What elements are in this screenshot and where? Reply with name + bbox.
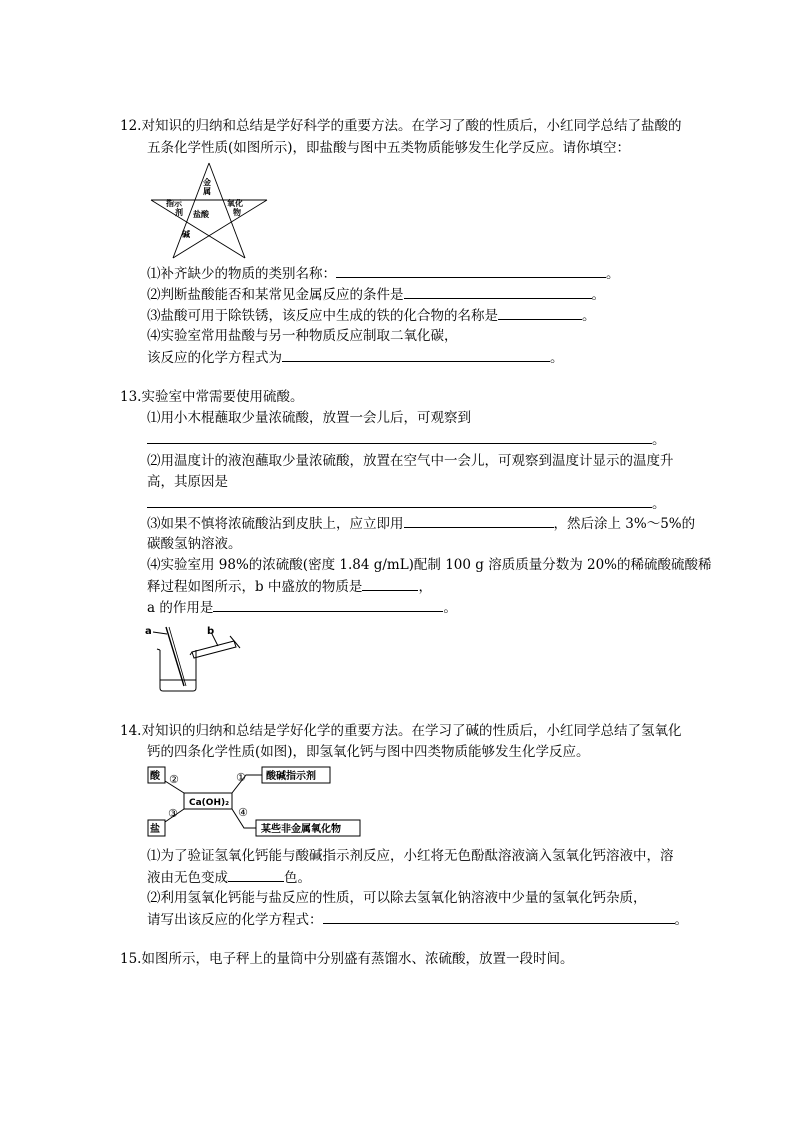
q13-sub3-line2: 碳酸氢钠溶液。 [147, 536, 242, 552]
q14-sub2-line2 [147, 910, 688, 929]
q13-sub2-end: 。 [652, 496, 666, 512]
q12-sub2-end: 。 [591, 287, 605, 303]
q13-dilution-figure [140, 622, 246, 694]
star-label-metal-2: 属 [203, 187, 211, 196]
q13-sub3-blank[interactable] [404, 514, 554, 528]
q13-sub2-answer [147, 494, 666, 513]
diagram-num-4: ④ [238, 806, 248, 819]
q14-property-diagram [146, 765, 368, 839]
q13-sub4c-blank[interactable] [213, 598, 443, 612]
diagram-center-caoh2: Ca(OH)₂ [189, 798, 230, 808]
q14-sub1-end: 色。 [284, 870, 311, 886]
star-label-center: 盐酸 [193, 210, 209, 219]
q13-sub4c-text: a 的作用是 [147, 600, 214, 616]
q12-sub4-end: 。 [550, 350, 564, 366]
q13-sub2-line2: 高，其原因是 [147, 474, 228, 490]
q12-sub2 [147, 285, 605, 304]
q12-sub4: ⑷实验室常用盐酸与另一种物质反应制取二氧化碳， [147, 328, 458, 344]
diagram-acid: 酸 [150, 771, 160, 782]
q14-intro-line2: 钙的四条化学性质(如图)，即氢氧化钙与图中四类物质能够发生化学反应。 [147, 744, 590, 760]
q14-sub2b-text: 请写出该反应的化学方程式： [147, 912, 323, 928]
q12-sub3-text: ⑶盐酸可用于除铁锈，该反应中生成的铁的化合物的名称是 [147, 308, 498, 324]
q12-sub3-end: 。 [582, 308, 596, 324]
star-label-indicator-1: 指示 [166, 199, 182, 208]
q13-sub3-text-b: ，然后涂上 3%～5%的 [553, 516, 696, 532]
q14-sub1-line2 [147, 868, 311, 887]
diagram-salt: 盐 [150, 824, 160, 835]
q12-sub1-text: ⑴补齐缺少的物质的类别名称： [147, 266, 336, 282]
q13-sub4c-end: 。 [443, 600, 457, 616]
q12-sub2-text: ⑵判断盐酸能否和某常见金属反应的条件是 [147, 287, 404, 303]
star-label-oxide-2: 物 [233, 208, 241, 217]
q12-intro-line2: 五条化学性质(如图所示)，即盐酸与图中五类物质能够发生化学反应。请你填空： [147, 140, 631, 156]
q13-sub4-line2 [147, 577, 432, 596]
q13-sub1: ⑴用小木棍蘸取少量浓硫酸，放置一会儿后，可观察到 [147, 410, 471, 426]
q14-sub2-line1: ⑵利用氢氧化钙能与盐反应的性质，可以除去氢氧化钠溶液中少量的氢氧化钙杂质， [147, 890, 647, 906]
q12-sub3 [147, 306, 596, 325]
q15-intro: 15.如图所示，电子秤上的量筒中分别盛有蒸馏水、浓硫酸，放置一段时间。 [120, 951, 574, 967]
star-label-indicator-2: 剂 [175, 208, 183, 217]
q13-sub4b-blank[interactable] [362, 577, 418, 591]
q12-intro-line1: 12.对知识的归纳和总结是学好科学的重要方法。在学习了酸的性质后，小红同学总结了盐酸的 [120, 118, 682, 134]
q13-sub4-line3 [147, 598, 457, 617]
q13-sub3-line1 [147, 514, 695, 533]
star-label-oxide-1: 氧化 [227, 199, 243, 208]
q14-sub1-line1: ⑴为了验证氢氧化钙能与酸碱指示剂反应，小红将无色酚酞溶液滴入氢氧化钙溶液中，溶 [147, 848, 674, 864]
star-label-base: 碱 [182, 230, 190, 239]
diagram-oxide: 某些非金属氧化物 [261, 824, 341, 835]
q12-sub4b-text: 该反应的化学方程式为 [147, 350, 282, 366]
q13-sub4b-end: ， [418, 579, 432, 595]
diagram-num-2: ② [169, 773, 179, 786]
q13-intro: 13.实验室中常需要使用硫酸。 [120, 389, 304, 405]
q12-sub4-blank[interactable] [282, 348, 550, 362]
q14-intro-line1: 14.对知识的归纳和总结是学好化学的重要方法。在学习了碱的性质后，小红同学总结了氢氧化 [120, 723, 682, 739]
q13-sub1-answer [147, 430, 666, 449]
q13-sub3-text: ⑶如果不慎将浓硫酸沾到皮肤上，应立即用 [147, 516, 404, 532]
q12-sub4-equation [147, 348, 564, 367]
q13-sub1-end: 。 [652, 432, 666, 448]
q12-sub1-end: 。 [606, 266, 620, 282]
q12-sub1 [147, 264, 620, 283]
q12-star-diagram [148, 160, 270, 260]
q12-sub1-blank[interactable] [336, 264, 606, 278]
q13-sub4b-text: 释过程如图所示，b 中盛放的物质是 [147, 579, 363, 595]
q14-sub1b-text: 液由无色变成 [147, 870, 228, 886]
q12-sub2-blank[interactable] [404, 285, 592, 299]
figure-label-b: b [207, 626, 215, 637]
diagram-num-3: ③ [168, 807, 178, 820]
q12-sub3-blank[interactable] [498, 306, 582, 320]
figure-label-a: a [145, 626, 152, 637]
q13-sub2-blank[interactable] [147, 494, 652, 508]
q14-sub1-blank[interactable] [228, 868, 284, 882]
q13-sub2-line1: ⑵用温度计的液泡蘸取少量浓硫酸，放置在空气中一会儿，可观察到温度计显示的温度升 [147, 453, 674, 469]
q14-sub2-end: 。 [674, 912, 688, 928]
star-label-metal-1: 金 [203, 178, 211, 187]
q14-sub2-blank[interactable] [323, 910, 675, 924]
diagram-num-1: ① [236, 771, 246, 784]
q13-sub1-blank[interactable] [147, 430, 652, 444]
diagram-indicator: 酸碱指示剂 [266, 771, 316, 782]
q13-sub4-line1: ⑷实验室用 98%的浓硫酸(密度 1.84 g/mL)配制 100 g 溶质质量分数为 20%的稀硫酸硫酸稀 [147, 557, 712, 573]
